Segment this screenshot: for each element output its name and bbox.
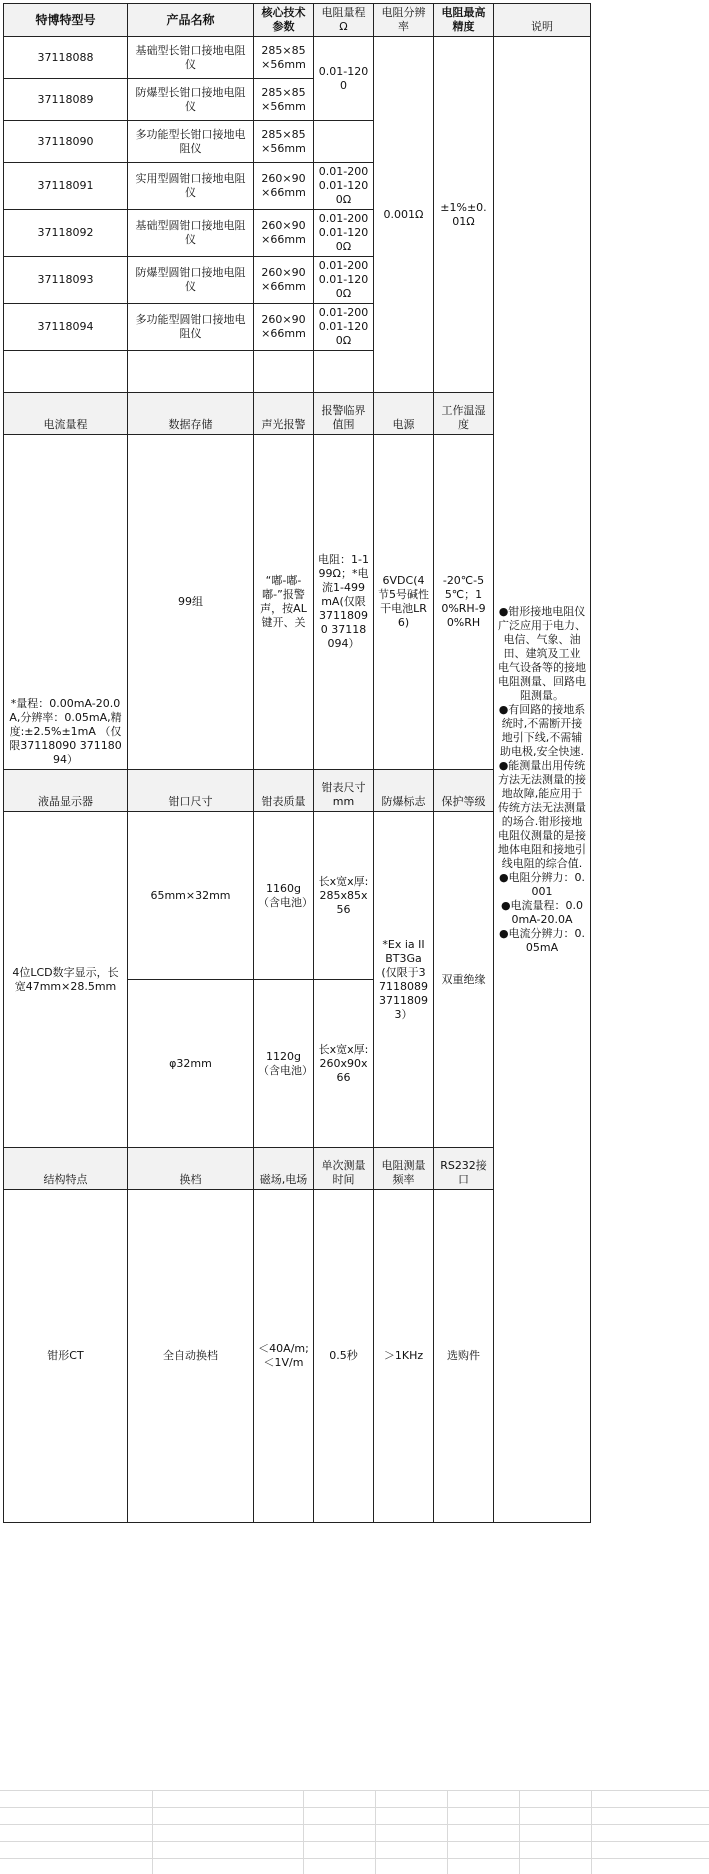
cell-size: 285×85×56mm — [254, 37, 314, 79]
grid-line — [447, 1790, 448, 1874]
header-core: 核心技术参数 — [254, 4, 314, 37]
cell-name: 实用型圆钳口接地电阻仪 — [128, 163, 254, 210]
section4-header: 结构特点 — [4, 1148, 128, 1190]
empty-cell — [314, 351, 374, 393]
grid-line — [591, 1790, 592, 1874]
cell-size: 285×85×56mm — [254, 121, 314, 163]
empty-cell — [128, 351, 254, 393]
desc-line: 电气设备等的接地电阻测量、回路电阻测量。 — [498, 660, 586, 702]
jaw-size-value: 65mm×32mm — [128, 812, 254, 980]
alarm-threshold-value: 电阻：1-199Ω；*电流1-499mA(仅限37118090 37118094） — [314, 435, 374, 770]
desc-line: ●能测量出用传统方法无法测量的接地故障,能应用于传统方法无法测量 — [498, 758, 586, 814]
cell-name: 防爆型圆钳口接地电阻仪 — [128, 257, 254, 304]
cell-size: 260×90×66mm — [254, 163, 314, 210]
section3-header: 防爆标志 — [374, 770, 434, 812]
cell-name: 基础型长钳口接地电阻仪 — [128, 37, 254, 79]
temp-humidity-value: -20℃-55℃；10%RH-90%RH — [434, 435, 494, 770]
section3-header: 钳表尺寸mm — [314, 770, 374, 812]
dimension-value: 长x宽x厚:285x85x56 — [314, 812, 374, 980]
protection-value: 双重绝缘 — [434, 812, 494, 1148]
desc-line: ●电流量程：0.00mA-20.0A — [500, 898, 584, 926]
mass-value: 1160g（含电池） — [254, 812, 314, 980]
description-cell — [494, 37, 591, 1523]
header-model: 特博特型号 — [4, 4, 128, 37]
cell-range-long: 0.01-1200 — [314, 37, 374, 121]
section4-header: 换档 — [128, 1148, 254, 1190]
cell-range: 0.01-200 0.01-1200Ω — [314, 210, 374, 257]
cell-model: 37118093 — [4, 257, 128, 304]
header-name: 产品名称 — [128, 4, 254, 37]
current-range-value: *量程：0.00mA-20.0A,分辨率：0.05mA,精度:±2.5%±1mA （仅限37118090 37118094） — [4, 435, 128, 770]
grid-line — [303, 1790, 304, 1874]
cell-name: 多功能型圆钳口接地电阻仪 — [128, 304, 254, 351]
section3-header: 钳口尺寸 — [128, 770, 254, 812]
cell-size: 260×90×66mm — [254, 210, 314, 257]
alarm-value: “嘟-嘟-嘟-”报警声，按AL键开、关 — [254, 435, 314, 770]
section2-header: 电流量程 — [4, 393, 128, 435]
section4-header: 磁场,电场 — [254, 1148, 314, 1190]
cell-range: 0.01-200 0.01-1200Ω — [314, 304, 374, 351]
rs232-value: 选购件 — [434, 1190, 494, 1523]
cell-model: 37118094 — [4, 304, 128, 351]
section2-header: 工作温湿度 — [434, 393, 494, 435]
grid-line — [152, 1790, 153, 1874]
desc-line: ●电阻分辨力：0.001 — [498, 870, 586, 898]
section4-header: 电阻测量频率 — [374, 1148, 434, 1190]
desc-line: ●有回路的接地系统时,不需断开接地引下线,不需辅助电极,安全快速. — [498, 702, 586, 758]
cell-range-empty — [314, 121, 374, 163]
header-range: 电阻量程Ω — [314, 4, 374, 37]
cell-range: 0.01-200 0.01-1200Ω — [314, 163, 374, 210]
cell-accuracy: ±1%±0.01Ω — [434, 37, 494, 393]
section3-header: 保护等级 — [434, 770, 494, 812]
explosion-mark-value: *Ex ia II BT3Ga(仅限于37118089 37118093） — [374, 812, 434, 1148]
cell-model: 37118090 — [4, 121, 128, 163]
cell-size: 260×90×66mm — [254, 257, 314, 304]
grid-line — [375, 1790, 376, 1874]
cell-name: 基础型圆钳口接地电阻仪 — [128, 210, 254, 257]
grid-line — [519, 1790, 520, 1874]
frequency-value: ＞1KHz — [374, 1190, 434, 1523]
desc-line: ●钳形接地电阻仪广泛应用于电力、电信、气象、油田、建筑及工业 — [498, 604, 586, 660]
section4-header: 单次测量时间 — [314, 1148, 374, 1190]
cell-size: 260×90×66mm — [254, 304, 314, 351]
measure-time-value: 0.5秒 — [314, 1190, 374, 1523]
empty-grid — [0, 1790, 709, 1874]
cell-size: 285×85×56mm — [254, 79, 314, 121]
cell-model: 37118088 — [4, 37, 128, 79]
cell-name: 防爆型长钳口接地电阻仪 — [128, 79, 254, 121]
desc-line: ●电流分辨力：0.05mA — [498, 926, 586, 954]
section2-header: 电源 — [374, 393, 434, 435]
section2-header: 声光报警 — [254, 393, 314, 435]
mass-value: 1120g（含电池） — [254, 980, 314, 1148]
section3-header: 液晶显示器 — [4, 770, 128, 812]
structure-value: 钳形CT — [4, 1190, 128, 1523]
display-value: 4位LCD数字显示，长宽47mm×28.5mm — [4, 812, 128, 1148]
empty-cell — [4, 351, 128, 393]
section2-header: 数据存储 — [128, 393, 254, 435]
data-storage-value: 99组 — [128, 435, 254, 770]
spec-table — [3, 3, 591, 1523]
cell-model: 37118091 — [4, 163, 128, 210]
cell-resolution: 0.001Ω — [374, 37, 434, 393]
section2-header: 报警临界值围 — [314, 393, 374, 435]
cell-name: 多功能型长钳口接地电阻仪 — [128, 121, 254, 163]
jaw-size-value: φ32mm — [128, 980, 254, 1148]
section3-header: 钳表质量 — [254, 770, 314, 812]
cell-model: 37118089 — [4, 79, 128, 121]
dimension-value: 长x宽x厚:260x90x66 — [314, 980, 374, 1148]
power-value: 6VDC(4节5号碱性干电池LR6) — [374, 435, 434, 770]
header-accuracy: 电阻最高精度 — [434, 4, 494, 37]
header-resolution: 电阻分辨率 — [374, 4, 434, 37]
desc-line: 的场合.钳形接地电阻仪测量的是接地体电阻和接地引线电阻的综合值. — [498, 814, 586, 870]
field-value: ＜40A/m;＜1V/m — [254, 1190, 314, 1523]
empty-cell — [254, 351, 314, 393]
range-switch-value: 全自动换档 — [128, 1190, 254, 1523]
cell-range: 0.01-200 0.01-1200Ω — [314, 257, 374, 304]
header-desc: 说明 — [494, 4, 591, 37]
cell-model: 37118092 — [4, 210, 128, 257]
section4-header: RS232接口 — [434, 1148, 494, 1190]
